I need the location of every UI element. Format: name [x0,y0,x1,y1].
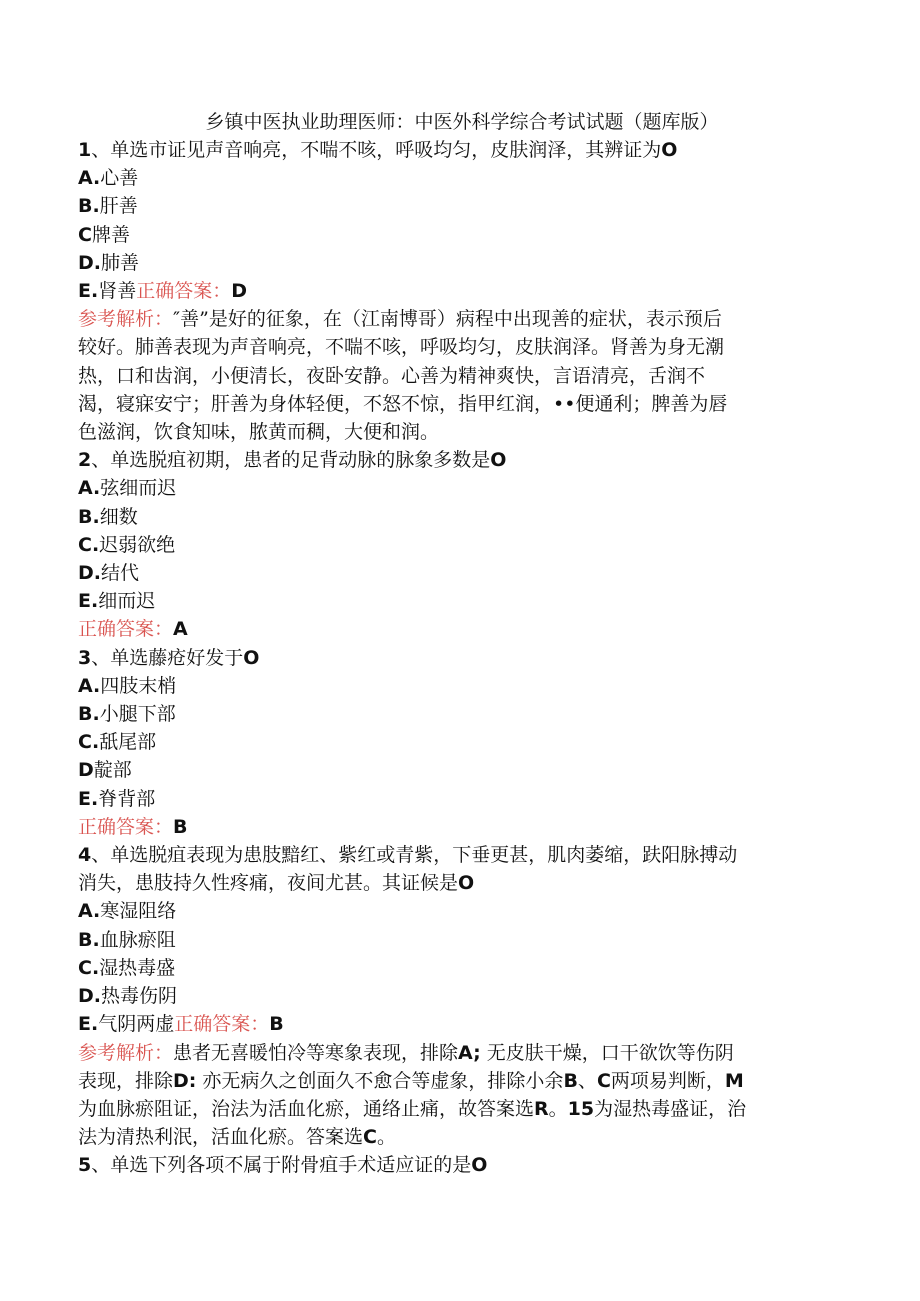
option-item [78,164,830,192]
question-stem-text: 、单选脱疽初期，患者的足背动脉的脉象多数是 [91,449,491,472]
analysis-text: 、 [577,1069,597,1092]
option-item [78,672,830,700]
question-blank-marker: O [661,139,678,161]
option-item [78,192,830,220]
option-item [78,559,830,587]
option-text: 肺善 [101,251,140,274]
question-stem-line [78,841,830,869]
analysis-option-ref: 15 [567,1097,595,1120]
analysis-option-ref: M [724,1069,744,1092]
analysis-text: 渴，寝寐安宁；肝善为身体轻便，不怒不惊，指甲红润，••便通利；脾善为唇 [78,392,728,415]
question-stem-text: 、单选下列各项不属于附骨疽手术适应证的是 [91,1154,472,1177]
question-blank-marker: O [243,646,260,669]
option-letter: A. [78,477,101,500]
analysis-line [78,1067,830,1095]
page-title: 乡镇中医执业助理医师：中医外科学综合考试试题（题库版） [205,111,719,133]
analysis-text: 法为清热利泯，活血化瘀。答案选 [78,1126,364,1149]
option-item [78,277,830,305]
answer-value: B [269,1013,284,1036]
answer-label: 正确答案： [78,618,174,641]
option-text: 气阴两虚 [98,1013,175,1036]
option-letter: E. [78,590,99,613]
analysis-text: 表现，排除 [78,1069,174,1092]
option-item [78,785,830,813]
option-text: 舐尾部 [99,731,157,754]
question-number: 1 [78,139,92,161]
option-item [78,221,830,249]
question-block [78,1151,830,1179]
option-item [78,531,830,559]
question-stem-text: 消失，患肢持久性疼痛，夜间尤甚。其证候是 [78,872,459,895]
analysis-line [78,333,830,361]
option-letter: C [78,223,92,246]
analysis-line [78,418,830,446]
option-text: 脊背部 [98,787,156,810]
option-item [78,474,830,502]
question-stem-text: 、单选市证见声音响亮，不喘不咳，呼吸均匀，皮肤润泽，其辨证为 [91,139,662,161]
option-item [78,249,830,277]
question-block [78,841,830,1151]
option-text: 肾善 [98,280,137,303]
option-text: 寒湿阻络 [100,900,177,923]
option-text: 靛部 [93,759,132,782]
analysis-label: 参考解析： [78,1041,174,1064]
question-stem-text: 、单选脱疽表现为患肢黯红、紫红或青紫，下垂更甚，肌肉萎缩，趺阳脉搏动 [91,844,738,867]
question-number: 5 [78,1154,92,1177]
option-text: 细而迟 [98,590,156,613]
answer-value: B [173,815,188,838]
question-number: 4 [78,844,92,867]
option-item [78,982,830,1010]
document-page [78,108,830,1180]
analysis-line [78,390,830,418]
option-item [78,897,830,925]
option-letter: D. [78,251,101,274]
question-block [78,136,830,446]
question-blank-marker: O [490,449,507,472]
analysis-option-ref: C [363,1126,377,1149]
option-letter: C. [78,956,100,979]
analysis-text: 患者无喜暖怕冷等寒象表现，排除 [173,1041,459,1064]
option-text: 小腿下部 [99,703,176,726]
analysis-line [78,305,830,333]
answer-label: 正确答案： [136,280,232,303]
option-letter: B. [78,703,100,726]
option-item [78,587,830,615]
option-letter: D. [78,985,101,1008]
option-letter: B. [78,505,100,528]
option-text: 四肢末梢 [100,674,177,697]
option-text: 牌善 [91,223,130,246]
option-text: 热毒伤阴 [101,985,178,1008]
option-item [78,1010,830,1038]
answer-line [78,615,830,643]
option-item [78,503,830,531]
analysis-option-ref: R [534,1097,549,1120]
option-letter: D [78,759,94,782]
option-text: 结代 [101,562,140,585]
option-letter: B. [78,195,100,218]
question-stem-line [78,644,830,672]
option-text: 湿热毒盛 [99,956,176,979]
question-stem-line [78,1151,830,1179]
option-item [78,700,830,728]
question-stem-line [78,869,830,897]
answer-label: 正确答案： [78,815,174,838]
question-stem-line [78,136,830,164]
analysis-text: 为湿热毒盛证，治 [594,1097,747,1120]
question-stem-line [78,446,830,474]
option-text: 弦细而迟 [100,477,177,500]
analysis-option-ref: C [596,1069,611,1092]
analysis-text: 。 [548,1097,568,1120]
analysis-option-ref: A; [458,1041,481,1064]
analysis-text: 为血脉瘀阻证，治法为活血化瘀，通络止痛，故答案选 [78,1097,535,1120]
option-item [78,954,830,982]
option-letter: E. [78,787,99,810]
analysis-option-ref: D: [173,1069,197,1092]
analysis-line [78,1123,830,1151]
option-text: 肝善 [99,195,138,218]
option-letter: A. [78,900,101,923]
analysis-text: 热，口和齿润，小便清长，夜卧安静。心善为精神爽快，言语清亮，舌润不 [78,364,706,387]
analysis-text: 无皮肤干燥，口干欲饮等伤阴 [480,1041,734,1064]
option-letter: D. [78,562,101,585]
option-text: 血脉瘀阻 [99,928,176,951]
option-text: 迟弱欲绝 [99,533,176,556]
question-blank-marker: O [458,872,475,895]
analysis-line [78,1039,830,1067]
option-text: 心善 [100,167,139,190]
analysis-line [78,362,830,390]
analysis-label: 参考解析： [78,308,174,331]
option-letter: B. [78,928,100,951]
question-block [78,446,830,643]
analysis-line [78,1095,830,1123]
option-item [78,756,830,784]
question-list [78,136,830,1180]
option-item [78,926,830,954]
answer-value: D [231,280,248,303]
answer-line [78,813,830,841]
option-letter: E. [78,1013,99,1036]
answer-label: 正确答案： [174,1013,270,1036]
question-number: 3 [78,646,92,669]
question-blank-marker: O [471,1154,488,1177]
analysis-text: 较好。肺善表现为声音响亮，不喘不咳，呼吸均匀，皮肤润泽。肾善为身无潮 [78,336,725,359]
option-letter: C. [78,533,100,556]
analysis-text: 两项易判断， [610,1069,725,1092]
answer-value: A [173,618,188,641]
question-number: 2 [78,449,92,472]
analysis-text: 色滋润，饮食知味，脓黄而稠，大便和润。 [78,421,440,444]
option-item [78,728,830,756]
option-letter: A. [78,167,101,190]
question-stem-text: 、单选藤疮好发于 [91,646,244,669]
question-block [78,644,830,841]
option-letter: C. [78,731,100,754]
option-letter: A. [78,674,101,697]
analysis-text: ″善”是好的征象，在（江南博哥）病程中出现善的症状，表示预后 [173,308,722,331]
analysis-text: 亦无病久之创面久不愈合等虚象，排除小余 [196,1069,564,1092]
option-letter: E. [78,280,99,303]
analysis-text: 。 [376,1126,396,1149]
option-text: 细数 [99,505,138,528]
analysis-option-ref: B [563,1069,578,1092]
